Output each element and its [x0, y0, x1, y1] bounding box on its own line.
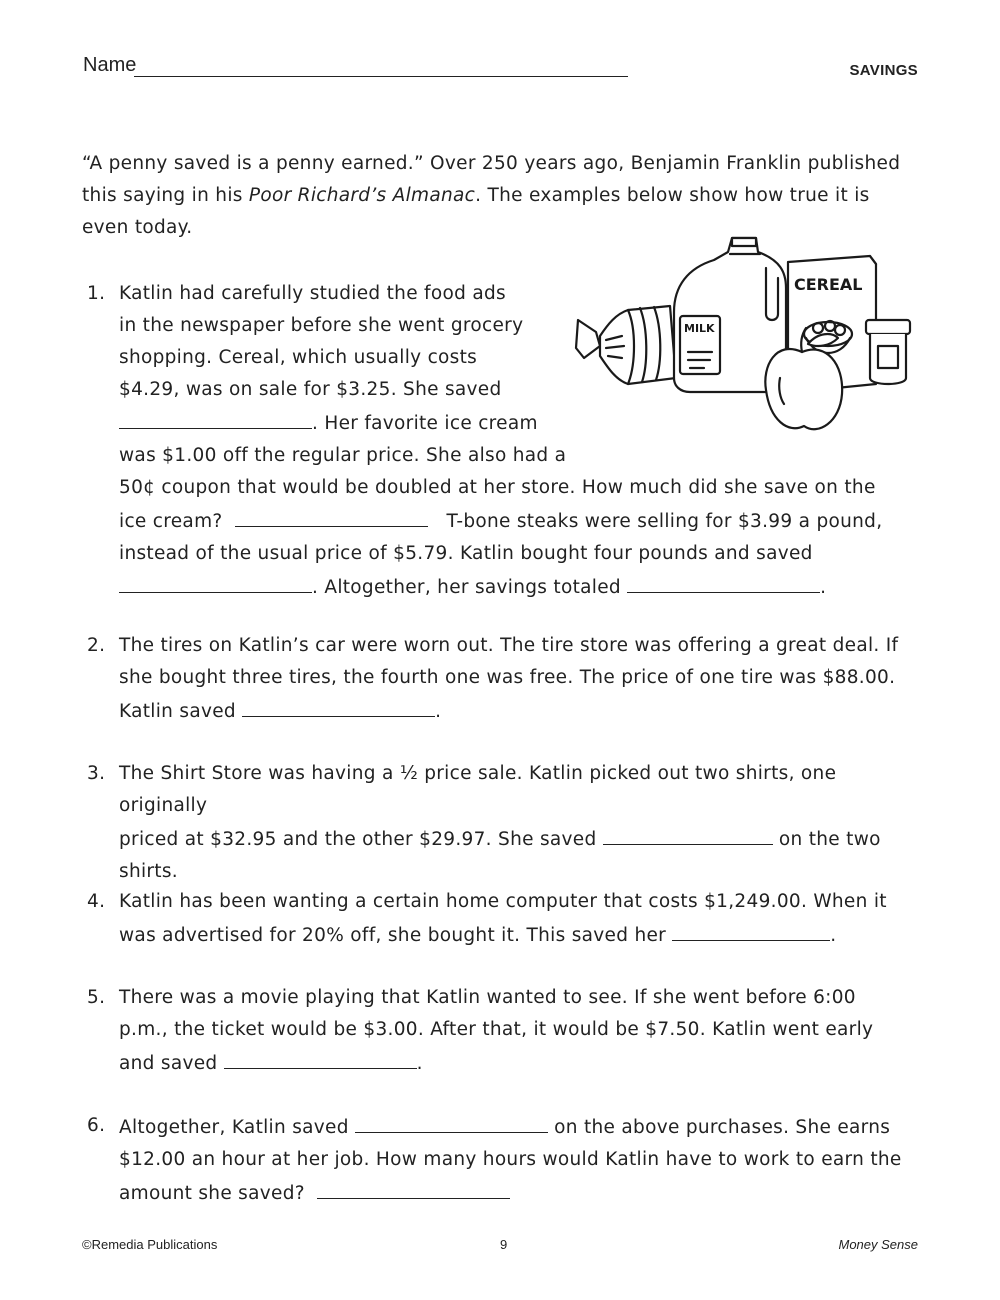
problem-number: 5. [87, 987, 106, 1008]
problem-line: shopping. Cereal, which usually costs [119, 347, 478, 368]
worksheet-topic: SAVINGS [849, 62, 918, 79]
problem-line: The tires on Katlin’s car were worn out. The tire store was offering a great deal. If [119, 635, 899, 656]
problem-line: $12.00 an hour at her job. How many hours would Katlin have to work to earn the [119, 1149, 902, 1170]
footer-page-number: 9 [500, 1237, 508, 1252]
problem-line [119, 406, 882, 440]
problem-number: 6. [87, 1115, 106, 1136]
problem-line: $4.29, was on sale for $3.25. She saved [119, 379, 502, 400]
problem-line-text: . [416, 1053, 423, 1074]
problem-line: was $1.00 off the regular price. She also had a [119, 445, 567, 466]
problem-line-text: amount she saved? [119, 1183, 305, 1204]
problem-line-text: Altogether, Katlin saved [119, 1117, 349, 1138]
answer-blank[interactable] [355, 1110, 548, 1133]
problem-line: Katlin had carefully studied the food ads [119, 283, 506, 304]
answer-blank[interactable] [224, 1046, 417, 1069]
problem-text [119, 1110, 902, 1210]
answer-blank[interactable] [242, 694, 435, 717]
problem-line [119, 822, 922, 856]
problem-line-text: . [820, 577, 827, 598]
cereal-label: CEREAL [794, 275, 863, 294]
problem-line [119, 694, 898, 728]
problem-line: in the newspaper before she went grocery [119, 315, 524, 336]
problem-text [119, 278, 882, 604]
problem-line: shirts. [119, 861, 178, 882]
problem-text [119, 630, 898, 728]
problem-line [119, 1176, 902, 1210]
answer-blank[interactable] [603, 822, 773, 845]
name-label: Name [83, 54, 137, 76]
problem-line-text: and saved [119, 1053, 218, 1074]
problem-line-text: . [435, 701, 442, 722]
problem-text [119, 886, 887, 952]
problem-line-text: on the above purchases. She earns [554, 1117, 891, 1138]
problem-line [119, 570, 882, 604]
problem-line: The Shirt Store was having a ½ price sale. Katlin picked out two shirts, one originally [119, 763, 837, 816]
footer-book-title: Money Sense [838, 1237, 918, 1252]
problem-line-text: was advertised for 20% off, she bought it. This saved her [119, 925, 667, 946]
problem-line: p.m., the ticket would be $3.00. After that, it would be $7.50. Katlin went early [119, 1019, 874, 1040]
problem-line: instead of the usual price of $5.79. Katlin bought four pounds and saved [119, 543, 813, 564]
answer-blank[interactable] [672, 918, 830, 941]
intro-text-1: “A penny saved is a penny earned.” Over 250 years ago, Benjamin Franklin published this saying in his [82, 153, 901, 206]
problem-number: 3. [87, 763, 106, 784]
problem-line [119, 1046, 873, 1080]
answer-blank[interactable] [627, 570, 820, 593]
problem-line-text: on the two [778, 829, 881, 850]
problem-line: she bought three tires, the fourth one was free. The price of one tire was $88.00. [119, 667, 896, 688]
problem-line-text: ice cream? [119, 511, 223, 532]
problem-line [119, 1110, 902, 1144]
answer-blank[interactable] [119, 570, 312, 593]
problem-line-text: . Her favorite ice cream [312, 413, 538, 434]
intro-text-2: . The examples below show how true it is even today. [82, 185, 870, 238]
footer-publisher: ©Remedia Publications [82, 1237, 218, 1252]
milk-label: MILK [684, 322, 715, 335]
problem-line-text: T-bone steaks were selling for $3.99 a pound, [446, 511, 883, 532]
problem-line: 50¢ coupon that would be doubled at her store. How much did she save on the [119, 477, 876, 498]
problem-line-text: Katlin saved [119, 701, 236, 722]
problem-number: 1. [87, 283, 106, 304]
problem-text [119, 982, 873, 1080]
problem-line-text: priced at $32.95 and the other $29.97. She saved [119, 829, 597, 850]
book-title: Poor Richard’s Almanac [248, 185, 476, 206]
problem-number: 4. [87, 891, 106, 912]
problem-line-text: . Altogether, her savings totaled [312, 577, 621, 598]
answer-blank[interactable] [119, 406, 312, 429]
problem-line: There was a movie playing that Katlin wanted to see. If she went before 6:00 [119, 987, 856, 1008]
answer-blank[interactable] [317, 1176, 510, 1199]
answer-blank[interactable] [235, 504, 428, 527]
problem-line [119, 918, 887, 952]
problem-line: Katlin has been wanting a certain home computer that costs $1,249.00. When it [119, 891, 887, 912]
problem-text [119, 758, 922, 888]
name-field-line[interactable] [134, 76, 628, 77]
problem-line [119, 504, 882, 538]
problem-number: 2. [87, 635, 106, 656]
problem-line-text: . [830, 925, 837, 946]
